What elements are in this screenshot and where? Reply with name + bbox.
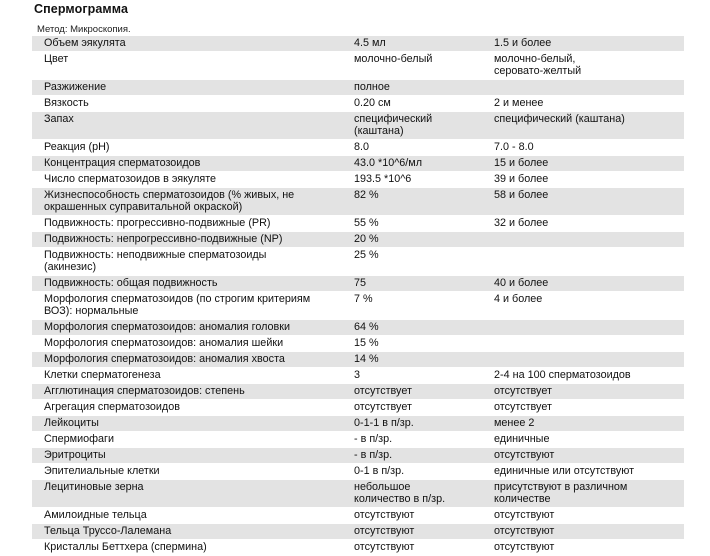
parameter-cell: Объем эякулята (44, 37, 126, 49)
parameter-cell: Агглютинация сперматозоидов: степень (44, 385, 245, 397)
table-row (32, 540, 684, 556)
table-row (32, 384, 684, 400)
parameter-cell: Жизнеспособность сперматозоидов (% живых, не окрашенных суправитальной окраской) (44, 189, 295, 213)
reference-cell: присутствуют в различном количестве (494, 481, 628, 505)
table-row (32, 188, 684, 216)
parameter-cell: Морфология сперматозоидов: аномалия хвоста (44, 353, 285, 365)
table-row (32, 36, 684, 52)
result-cell: небольшое количество в п/зр. (354, 481, 446, 505)
result-cell: 0-1 в п/зр. (354, 465, 405, 477)
table-row (32, 52, 684, 80)
result-cell: - в п/зр. (354, 449, 393, 461)
result-cell: 4.5 мл (354, 37, 386, 49)
reference-cell: менее 2 (494, 417, 535, 429)
reference-cell: специфический (каштана) (494, 113, 625, 125)
table-row (32, 172, 684, 188)
table-row (32, 112, 684, 140)
table-row (32, 432, 684, 448)
reference-cell: отсутствуют (494, 525, 555, 537)
parameter-cell: Подвижность: прогрессивно-подвижные (PR) (44, 217, 271, 229)
parameter-cell: Лецитиновые зерна (44, 481, 144, 493)
parameter-cell: Морфология сперматозоидов: аномалия шейки (44, 337, 284, 349)
parameter-cell: Эритроциты (44, 449, 106, 461)
parameter-cell: Запах (44, 113, 74, 125)
result-cell: отсутствует (354, 401, 412, 413)
reference-cell: отсутствуют (494, 541, 555, 553)
parameter-cell: Амилоидные тельца (44, 509, 147, 521)
parameter-cell: Разжижение (44, 81, 107, 93)
result-cell: - в п/зр. (354, 433, 393, 445)
result-cell: 14 % (354, 353, 379, 365)
table-row (32, 80, 684, 96)
table-row (32, 416, 684, 432)
parameter-cell: Морфология сперматозоидов: аномалия головки (44, 321, 291, 333)
reference-cell: 2 и менее (494, 97, 544, 109)
parameter-cell: Реакция (pH) (44, 141, 110, 153)
table-row (32, 400, 684, 416)
table-row (32, 524, 684, 540)
table-row (32, 232, 684, 248)
table-row (32, 508, 684, 524)
result-cell: отсутствуют (354, 541, 415, 553)
results-table (32, 36, 684, 556)
parameter-cell: Лейкоциты (44, 417, 99, 429)
table-row (32, 96, 684, 112)
reference-cell: 7.0 - 8.0 (494, 141, 534, 153)
reference-cell: единичные (494, 433, 550, 445)
result-cell: 3 (354, 369, 361, 381)
result-cell: 0-1-1 в п/зр. (354, 417, 414, 429)
parameter-cell: Клетки сперматогенеза (44, 369, 161, 381)
parameter-cell: Цвет (44, 53, 69, 65)
parameter-cell: Эпителиальные клетки (44, 465, 160, 477)
table-row (32, 368, 684, 384)
reference-cell: 4 и более (494, 293, 543, 305)
result-cell: отсутствуют (354, 509, 415, 521)
table-row (32, 448, 684, 464)
result-cell: 25 % (354, 249, 379, 261)
parameter-cell: Агрегация сперматозоидов (44, 401, 180, 413)
parameter-cell: Концентрация сперматозоидов (44, 157, 201, 169)
reference-cell: единичные или отсутствуют (494, 465, 635, 477)
parameter-cell: Тельца Труссо-Лалемана (44, 525, 172, 537)
result-cell: 43.0 *10^6/мл (354, 157, 423, 169)
result-cell: 64 % (354, 321, 379, 333)
reference-cell: отсутствуют (494, 449, 555, 461)
reference-cell: отсутствует (494, 385, 552, 397)
result-cell: 82 % (354, 189, 379, 201)
result-cell: отсутствует (354, 385, 412, 397)
parameter-cell: Морфология сперматозоидов (по строгим критериям ВОЗ): нормальные (44, 293, 311, 317)
result-cell: 75 (354, 277, 367, 289)
reference-cell: отсутствует (494, 401, 552, 413)
result-cell: полное (354, 81, 390, 93)
table-row (32, 464, 684, 480)
result-cell: 193.5 *10^6 (354, 173, 412, 185)
table-row (32, 480, 684, 508)
result-cell: 55 % (354, 217, 379, 229)
table-row (32, 292, 684, 320)
table-row (32, 140, 684, 156)
table-row (32, 156, 684, 172)
reference-cell: 1.5 и более (494, 37, 552, 49)
reference-cell: отсутствуют (494, 509, 555, 521)
table-row (32, 352, 684, 368)
reference-cell: 40 и более (494, 277, 549, 289)
result-cell: 15 % (354, 337, 379, 349)
parameter-cell: Вязкость (44, 97, 89, 109)
parameter-cell: Подвижность: непрогрессивно-подвижные (NP) (44, 233, 283, 245)
table-row (32, 248, 684, 276)
parameter-cell: Число сперматозоидов в эякуляте (44, 173, 217, 185)
table-row (32, 336, 684, 352)
result-cell: отсутствуют (354, 525, 415, 537)
parameter-cell: Подвижность: неподвижные сперматозоиды (акинезис) (44, 249, 267, 273)
parameter-cell: Подвижность: общая подвижность (44, 277, 218, 289)
parameter-cell: Кристаллы Беттхера (спермина) (44, 541, 207, 553)
report-title: Спермограмма (34, 2, 128, 16)
result-cell: 8.0 (354, 141, 370, 153)
table-row (32, 216, 684, 232)
parameter-cell: Спермиофаги (44, 433, 114, 445)
table-row (32, 320, 684, 336)
reference-cell: 39 и более (494, 173, 549, 185)
table-row (32, 276, 684, 292)
method-label: Метод: Микроскопия. (37, 24, 131, 35)
result-cell: специфический (каштана) (354, 113, 433, 137)
reference-cell: 15 и более (494, 157, 549, 169)
result-cell: 0.20 см (354, 97, 391, 109)
reference-cell: 32 и более (494, 217, 549, 229)
result-cell: молочно-белый (354, 53, 433, 65)
result-cell: 7 % (354, 293, 373, 305)
reference-cell: молочно-белый, серовато-желтый (494, 53, 582, 77)
result-cell: 20 % (354, 233, 379, 245)
reference-cell: 58 и более (494, 189, 549, 201)
reference-cell: 2-4 на 100 сперматозоидов (494, 369, 631, 381)
